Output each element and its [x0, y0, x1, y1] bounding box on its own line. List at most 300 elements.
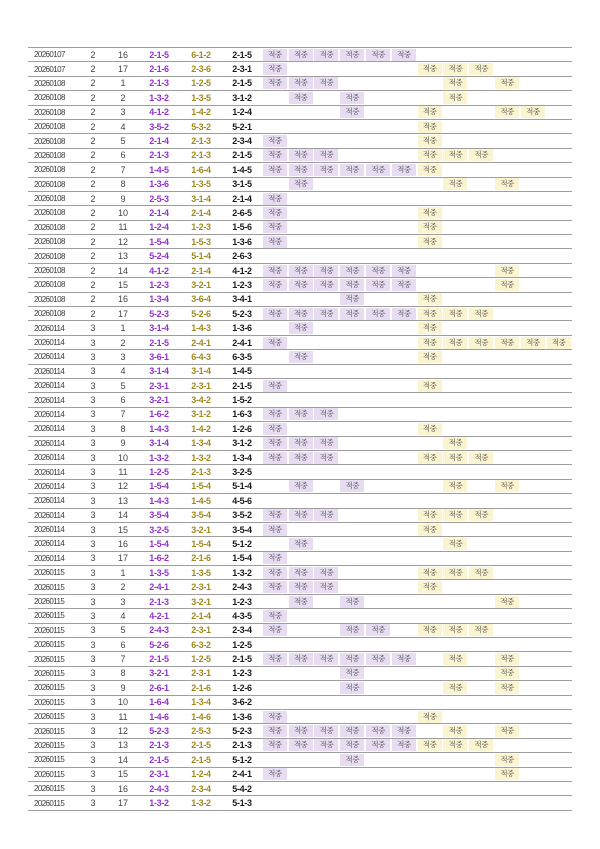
table-row: [28, 379, 572, 393]
hit-badge-yellow: 적중: [418, 337, 442, 349]
yellow-hit-slot-6: [546, 495, 572, 507]
yellow-hit-slot-4: [494, 49, 520, 61]
results-table-body: [28, 48, 572, 811]
yellow-hit-slot-3: [468, 49, 494, 61]
table-row: [28, 552, 572, 566]
purple-hit-slot-1: [262, 380, 288, 392]
pick1-cell: 1-4-6: [149, 711, 169, 722]
result-cell: 2-1-5: [232, 380, 252, 391]
purple-hit-slot-1: [262, 725, 288, 737]
hit-badge-yellow: 적중: [443, 538, 467, 550]
round-cell: 2: [90, 64, 96, 75]
result-cell: 1-2-4: [232, 107, 252, 118]
purple-hit-slot-6: [391, 322, 417, 334]
yellow-hit-slot-1: [417, 380, 443, 392]
yellow-hit-slot-5: [520, 739, 546, 751]
yellow-hit-slot-6: [546, 279, 572, 291]
yellow-hit-slot-3: [468, 452, 494, 464]
round-cell: 3: [90, 769, 96, 780]
purple-hit-slot-3: [314, 293, 340, 305]
table-row: [28, 163, 572, 177]
date-cell: 20260115: [34, 726, 65, 736]
yellow-hit-slot-1: [417, 739, 443, 751]
yellow-hit-slot-1: [417, 725, 443, 737]
purple-hit-slot-4: [339, 567, 365, 579]
hit-badge-purple: 적중: [289, 725, 313, 737]
purple-hit-slot-6: [391, 624, 417, 636]
purple-hit-slot-1: [262, 106, 288, 118]
hit-badge-purple: 적중: [314, 437, 338, 449]
yellow-hit-slot-6: [546, 135, 572, 147]
yellow-hit-slot-5: [520, 408, 546, 420]
yellow-hit-slot-5: [520, 250, 546, 262]
table-row: [28, 451, 572, 465]
purple-hit-slot-5: [365, 768, 391, 780]
hit-badge-yellow: 적중: [443, 437, 467, 449]
yellow-hit-slot-4: [494, 466, 520, 478]
round-cell: 3: [90, 452, 96, 463]
yellow-hit-slot-1: [417, 92, 443, 104]
hit-badge-yellow: 적중: [418, 351, 442, 363]
date-cell: 20260108: [34, 294, 65, 304]
hit-badge-yellow: 적중: [495, 754, 519, 766]
purple-hit-slot-3: [314, 596, 340, 608]
yellow-hit-slot-4: [494, 495, 520, 507]
hit-badge-yellow: 적중: [443, 63, 467, 75]
yellow-hit-slot-4: [494, 610, 520, 622]
purple-hit-slot-2: [288, 495, 314, 507]
pick2-cell: 3-1-4: [191, 366, 211, 377]
purple-hit-slot-6: [391, 293, 417, 305]
result-cell: 5-2-1: [232, 121, 252, 132]
yellow-hit-slot-2: [443, 653, 469, 665]
pick2-cell: 6-4-3: [191, 351, 211, 362]
purple-hit-slot-1: [262, 754, 288, 766]
yellow-hit-slot-6: [546, 437, 572, 449]
purple-hit-slot-5: [365, 63, 391, 75]
purple-hit-slot-2: [288, 711, 314, 723]
purple-hit-slot-6: [391, 394, 417, 406]
purple-hit-slot-5: [365, 538, 391, 550]
game-number-cell: 16: [117, 49, 128, 60]
pick2-cell: 2-1-5: [191, 740, 211, 751]
purple-hit-slot-6: [391, 739, 417, 751]
pick1-cell: 2-1-3: [149, 740, 169, 751]
purple-hit-slot-1: [262, 423, 288, 435]
date-cell: 20260115: [34, 597, 65, 607]
purple-hit-slot-5: [365, 394, 391, 406]
yellow-hit-slot-6: [546, 293, 572, 305]
date-cell: 20260108: [34, 136, 65, 146]
round-cell: 2: [90, 294, 96, 305]
yellow-hit-slot-6: [546, 193, 572, 205]
yellow-hit-slot-4: [494, 423, 520, 435]
pick2-cell: 1-6-4: [191, 164, 211, 175]
purple-hit-slot-2: [288, 797, 314, 809]
purple-hit-slot-1: [262, 739, 288, 751]
pick2-cell: 1-2-4: [191, 769, 211, 780]
yellow-hit-slot-2: [443, 610, 469, 622]
hit-badge-yellow: 적중: [418, 293, 442, 305]
purple-hit-slot-6: [391, 308, 417, 320]
yellow-hit-slot-6: [546, 322, 572, 334]
yellow-hit-slot-2: [443, 380, 469, 392]
yellow-hit-slot-3: [468, 250, 494, 262]
pick1-cell: 1-4-5: [149, 164, 169, 175]
round-cell: 2: [90, 92, 96, 103]
result-cell: 2-1-5: [232, 49, 252, 60]
yellow-hit-slot-5: [520, 437, 546, 449]
pick1-cell: 2-1-5: [149, 754, 169, 765]
purple-hit-slot-3: [314, 351, 340, 363]
hit-badge-purple: 적중: [340, 653, 364, 665]
yellow-hit-slot-5: [520, 279, 546, 291]
table-row: [28, 422, 572, 436]
purple-hit-slot-3: [314, 739, 340, 751]
result-cell: 1-2-3: [232, 596, 252, 607]
yellow-hit-slot-6: [546, 509, 572, 521]
purple-hit-slot-1: [262, 265, 288, 277]
yellow-hit-slot-3: [468, 293, 494, 305]
purple-hit-slot-5: [365, 265, 391, 277]
date-cell: 20260114: [34, 409, 65, 419]
round-cell: 2: [90, 207, 96, 218]
yellow-hit-slot-2: [443, 351, 469, 363]
purple-hit-slot-3: [314, 49, 340, 61]
purple-hit-slot-4: [339, 682, 365, 694]
hit-badge-purple: 적중: [289, 351, 313, 363]
purple-hit-slot-5: [365, 365, 391, 377]
yellow-hit-slot-5: [520, 121, 546, 133]
purple-hit-slot-2: [288, 293, 314, 305]
purple-hit-slot-3: [314, 682, 340, 694]
purple-hit-slot-2: [288, 596, 314, 608]
purple-hit-slot-6: [391, 423, 417, 435]
purple-hit-slot-2: [288, 63, 314, 75]
hit-badge-purple: 적중: [340, 682, 364, 694]
purple-hit-slot-2: [288, 394, 314, 406]
hit-badge-purple: 적중: [314, 567, 338, 579]
table-row: [28, 77, 572, 91]
yellow-hit-slot-4: [494, 725, 520, 737]
result-cell: 3-5-4: [232, 524, 252, 535]
yellow-hit-slot-4: [494, 265, 520, 277]
purple-hit-slot-1: [262, 596, 288, 608]
yellow-hit-slot-1: [417, 596, 443, 608]
purple-hit-slot-2: [288, 365, 314, 377]
pick2-cell: 2-1-4: [191, 207, 211, 218]
purple-hit-slot-3: [314, 466, 340, 478]
purple-hit-slot-6: [391, 768, 417, 780]
result-cell: 1-2-3: [232, 279, 252, 290]
table-row: [28, 753, 572, 767]
yellow-hit-slot-4: [494, 279, 520, 291]
game-number-cell: 8: [120, 179, 126, 190]
yellow-hit-slot-6: [546, 63, 572, 75]
purple-hit-slot-4: [339, 380, 365, 392]
pick1-cell: 5-2-6: [149, 639, 169, 650]
pick2-cell: 3-1-4: [191, 193, 211, 204]
pick1-cell: 1-2-4: [149, 222, 169, 233]
yellow-hit-slot-3: [468, 624, 494, 636]
pick2-cell: 1-3-4: [191, 438, 211, 449]
purple-hit-slot-3: [314, 322, 340, 334]
yellow-hit-slot-3: [468, 768, 494, 780]
pick1-cell: 2-1-3: [149, 596, 169, 607]
yellow-hit-slot-5: [520, 639, 546, 651]
yellow-hit-slot-1: [417, 653, 443, 665]
purple-hit-slot-5: [365, 509, 391, 521]
yellow-hit-slot-1: [417, 552, 443, 564]
hit-badge-yellow: 적중: [418, 221, 442, 233]
purple-hit-slot-1: [262, 178, 288, 190]
yellow-hit-slot-4: [494, 193, 520, 205]
purple-hit-slot-2: [288, 351, 314, 363]
pick1-cell: 4-1-2: [149, 265, 169, 276]
yellow-hit-slot-2: [443, 106, 469, 118]
yellow-hit-slot-6: [546, 524, 572, 536]
purple-hit-slot-4: [339, 480, 365, 492]
purple-hit-slot-4: [339, 552, 365, 564]
purple-hit-slot-3: [314, 380, 340, 392]
pick1-cell: 1-6-2: [149, 553, 169, 564]
pick1-cell: 3-5-4: [149, 510, 169, 521]
purple-hit-slot-4: [339, 754, 365, 766]
yellow-hit-slot-3: [468, 236, 494, 248]
yellow-hit-slot-2: [443, 495, 469, 507]
purple-hit-slot-2: [288, 337, 314, 349]
purple-hit-slot-5: [365, 279, 391, 291]
hit-badge-purple: 적중: [263, 711, 287, 723]
purple-hit-slot-4: [339, 538, 365, 550]
hit-badge-purple: 적중: [263, 77, 287, 89]
yellow-hit-slot-3: [468, 552, 494, 564]
yellow-hit-slot-3: [468, 106, 494, 118]
purple-hit-slot-5: [365, 783, 391, 795]
yellow-hit-slot-1: [417, 524, 443, 536]
yellow-hit-slot-2: [443, 308, 469, 320]
date-cell: 20260114: [34, 424, 65, 434]
purple-hit-slot-3: [314, 711, 340, 723]
purple-hit-slot-6: [391, 408, 417, 420]
purple-hit-slot-2: [288, 149, 314, 161]
yellow-hit-slot-4: [494, 552, 520, 564]
yellow-hit-slot-1: [417, 77, 443, 89]
purple-hit-slot-6: [391, 207, 417, 219]
game-number-cell: 6: [120, 639, 126, 650]
date-cell: 20260107: [34, 50, 65, 60]
hit-badge-purple: 적중: [392, 164, 416, 176]
round-cell: 3: [90, 783, 96, 794]
hit-badge-yellow: 적중: [418, 322, 442, 334]
round-cell: 2: [90, 179, 96, 190]
round-cell: 3: [90, 711, 96, 722]
purple-hit-slot-5: [365, 495, 391, 507]
hit-badge-yellow: 적중: [469, 739, 493, 751]
table-row: [28, 595, 572, 609]
table-row: [28, 724, 572, 738]
hit-badge-yellow: 적중: [418, 524, 442, 536]
result-cell: 3-1-5: [232, 179, 252, 190]
yellow-hit-slot-1: [417, 466, 443, 478]
hit-badge-yellow: 적중: [495, 265, 519, 277]
hit-badge-yellow: 적중: [418, 509, 442, 521]
purple-hit-slot-6: [391, 552, 417, 564]
date-cell: 20260114: [34, 481, 65, 491]
purple-hit-slot-4: [339, 135, 365, 147]
purple-hit-slot-3: [314, 639, 340, 651]
round-cell: 3: [90, 323, 96, 334]
yellow-hit-slot-4: [494, 739, 520, 751]
yellow-hit-slot-3: [468, 337, 494, 349]
purple-hit-slot-1: [262, 452, 288, 464]
yellow-hit-slot-1: [417, 754, 443, 766]
purple-hit-slot-4: [339, 293, 365, 305]
pick2-cell: 2-3-1: [191, 668, 211, 679]
pick1-cell: 2-6-1: [149, 682, 169, 693]
table-row: [28, 48, 572, 62]
yellow-hit-slot-1: [417, 221, 443, 233]
table-row: [28, 321, 572, 335]
game-number-cell: 2: [120, 337, 126, 348]
date-cell: 20260108: [34, 78, 65, 88]
round-cell: 3: [90, 798, 96, 808]
hit-badge-purple: 적중: [366, 725, 390, 737]
yellow-hit-slot-1: [417, 509, 443, 521]
purple-hit-slot-3: [314, 509, 340, 521]
table-row: [28, 566, 572, 580]
pick2-cell: 3-2-1: [191, 524, 211, 535]
purple-hit-slot-4: [339, 581, 365, 593]
yellow-hit-slot-5: [520, 351, 546, 363]
purple-hit-slot-1: [262, 121, 288, 133]
pick1-cell: 1-6-4: [149, 697, 169, 708]
table-row: [28, 149, 572, 163]
hit-badge-purple: 적중: [263, 408, 287, 420]
game-number-cell: 9: [120, 438, 126, 449]
purple-hit-slot-3: [314, 610, 340, 622]
yellow-hit-slot-4: [494, 351, 520, 363]
round-cell: 2: [90, 265, 96, 276]
purple-hit-slot-6: [391, 63, 417, 75]
game-number-cell: 3: [120, 107, 126, 118]
hit-badge-purple: 적중: [392, 725, 416, 737]
game-number-cell: 3: [120, 351, 126, 362]
table-row: [28, 537, 572, 551]
yellow-hit-slot-4: [494, 322, 520, 334]
yellow-hit-slot-5: [520, 538, 546, 550]
purple-hit-slot-3: [314, 524, 340, 536]
date-cell: 20260115: [34, 640, 65, 650]
yellow-hit-slot-5: [520, 524, 546, 536]
hit-badge-yellow: 적중: [443, 92, 467, 104]
hit-badge-purple: 적중: [314, 452, 338, 464]
hit-badge-purple: 적중: [289, 265, 313, 277]
purple-hit-slot-2: [288, 121, 314, 133]
yellow-hit-slot-4: [494, 236, 520, 248]
purple-hit-slot-6: [391, 265, 417, 277]
hit-badge-yellow: 적중: [443, 509, 467, 521]
game-number-cell: 11: [118, 467, 128, 478]
hit-badge-purple: 적중: [340, 596, 364, 608]
result-cell: 3-2-5: [232, 467, 252, 478]
hit-badge-purple: 적중: [263, 207, 287, 219]
purple-hit-slot-1: [262, 797, 288, 809]
yellow-hit-slot-6: [546, 308, 572, 320]
yellow-hit-slot-2: [443, 265, 469, 277]
round-cell: 3: [90, 610, 96, 621]
game-number-cell: 5: [120, 136, 126, 147]
yellow-hit-slot-3: [468, 149, 494, 161]
purple-hit-slot-1: [262, 610, 288, 622]
purple-hit-slot-3: [314, 221, 340, 233]
hit-badge-purple: 적중: [366, 49, 390, 61]
yellow-hit-slot-4: [494, 437, 520, 449]
purple-hit-slot-6: [391, 696, 417, 708]
pick1-cell: 3-6-1: [149, 351, 169, 362]
yellow-hit-slot-4: [494, 696, 520, 708]
table-row: [28, 178, 572, 192]
yellow-hit-slot-2: [443, 682, 469, 694]
yellow-hit-slot-1: [417, 193, 443, 205]
purple-hit-slot-1: [262, 480, 288, 492]
yellow-hit-slot-5: [520, 193, 546, 205]
yellow-hit-slot-4: [494, 538, 520, 550]
yellow-hit-slot-5: [520, 207, 546, 219]
hit-badge-purple: 적중: [263, 193, 287, 205]
pick2-cell: 2-3-1: [191, 582, 211, 593]
purple-hit-slot-3: [314, 250, 340, 262]
yellow-hit-slot-1: [417, 639, 443, 651]
purple-hit-slot-4: [339, 164, 365, 176]
yellow-hit-slot-6: [546, 92, 572, 104]
yellow-hit-slot-5: [520, 768, 546, 780]
purple-hit-slot-1: [262, 221, 288, 233]
purple-hit-slot-2: [288, 667, 314, 679]
hit-badge-yellow: 적중: [469, 509, 493, 521]
yellow-hit-slot-4: [494, 667, 520, 679]
yellow-hit-slot-2: [443, 149, 469, 161]
table-row: [28, 609, 572, 623]
hit-badge-yellow: 적중: [418, 207, 442, 219]
purple-hit-slot-6: [391, 466, 417, 478]
yellow-hit-slot-6: [546, 337, 572, 349]
purple-hit-slot-6: [391, 437, 417, 449]
game-number-cell: 11: [118, 222, 128, 233]
yellow-hit-slot-2: [443, 725, 469, 737]
yellow-hit-slot-6: [546, 408, 572, 420]
hit-badge-purple: 적중: [314, 279, 338, 291]
round-cell: 3: [90, 467, 96, 478]
yellow-hit-slot-1: [417, 121, 443, 133]
pick1-cell: 5-2-4: [149, 251, 169, 262]
purple-hit-slot-2: [288, 509, 314, 521]
purple-hit-slot-6: [391, 639, 417, 651]
purple-hit-slot-5: [365, 351, 391, 363]
hit-badge-yellow: 적중: [418, 308, 442, 320]
hit-badge-purple: 적중: [263, 567, 287, 579]
purple-hit-slot-1: [262, 509, 288, 521]
pick1-cell: 2-1-6: [149, 64, 169, 75]
pick1-cell: 2-5-3: [149, 193, 169, 204]
hit-badge-purple: 적중: [340, 279, 364, 291]
table-row: [28, 278, 572, 292]
round-cell: 3: [90, 596, 96, 607]
pick2-cell: 1-3-2: [191, 798, 211, 808]
hit-badge-purple: 적중: [340, 754, 364, 766]
yellow-hit-slot-3: [468, 351, 494, 363]
yellow-hit-slot-3: [468, 265, 494, 277]
